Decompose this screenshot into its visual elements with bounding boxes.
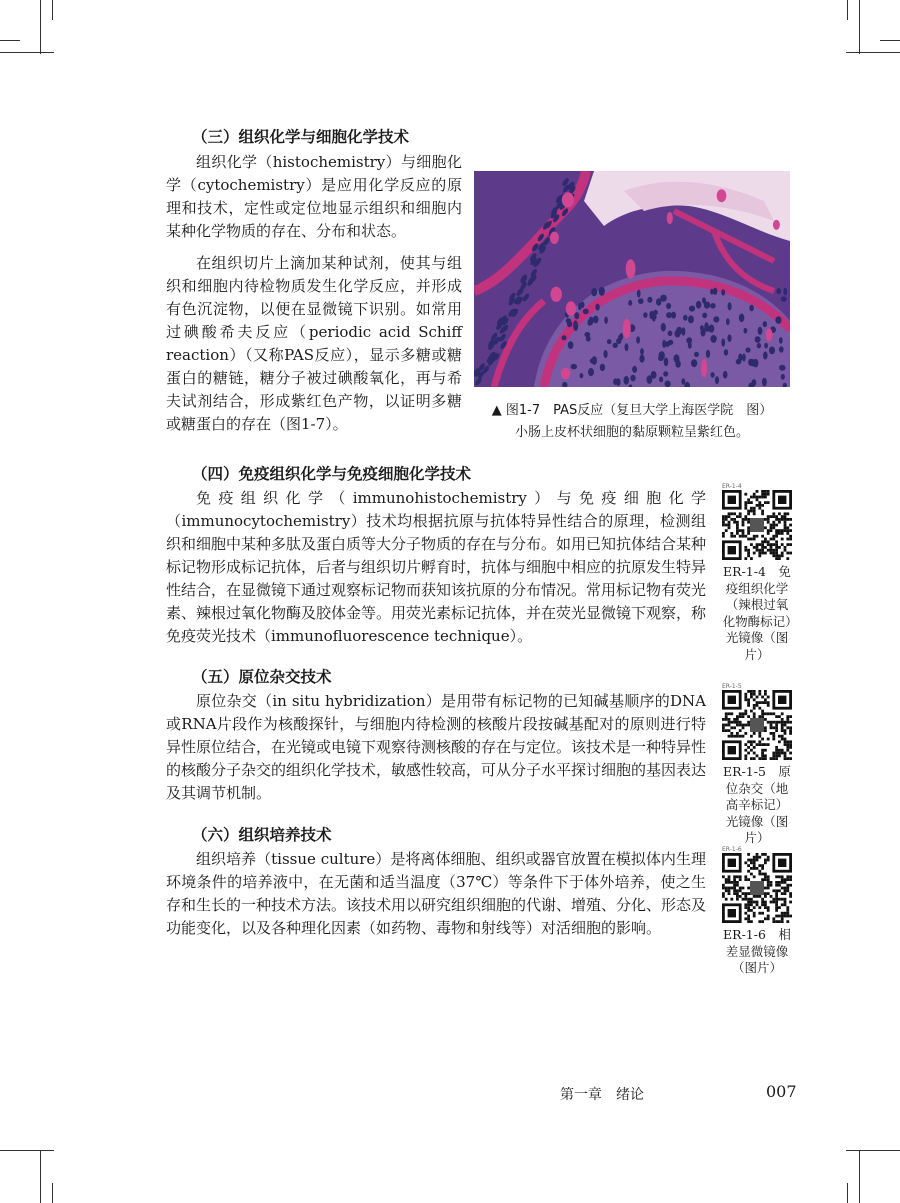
qr-card-er-1-5[interactable]	[722, 683, 792, 847]
section-heading-histochemistry: （三）组织化学与细胞化学技术	[192, 127, 410, 146]
section-heading-immunohistochemistry: （四）免疫组织化学与免疫细胞化学技术	[192, 464, 472, 483]
qr-code-icon[interactable]	[722, 846, 792, 923]
qr-code-graphic	[722, 490, 792, 560]
figure-caption-title: ▲ 图1-7 PAS反应（复旦大学上海医学院 图）	[491, 403, 773, 418]
qr-caption: ER-1-4 免疫组织化学（辣根过氧化物酶标记）光镜像（图片）	[722, 564, 792, 662]
qr-caption: ER-1-5 原位杂交（地高辛标记）光镜像（图片）	[723, 764, 791, 845]
qr-card-er-1-4[interactable]	[722, 483, 792, 663]
paragraph-tissue-culture: 组织培养（tissue culture）是将离体细胞、组织或器官放置在模拟体内生理环境条件的培养液中，在无菌和适当温度（37℃）等条件下于体外培养，使之生存和生长的一种技术方法。该技术用以研究组织细胞的代谢、增殖、分化、形态及功能变化，以及各种理化因素（如药物、毒物和射线等）对活细胞的影响。	[166, 850, 707, 937]
section-heading-tissue-culture: （六）组织培养技术	[192, 825, 332, 844]
qr-caption: ER-1-6 相差显微镜像（图片）	[723, 927, 791, 975]
qr-tag: ER-1-5	[722, 683, 742, 690]
qr-code-graphic	[722, 853, 792, 923]
micrograph-image	[474, 171, 790, 387]
figure-caption	[474, 400, 790, 444]
section-heading-in-situ-hybridization: （五）原位杂交技术	[192, 667, 332, 686]
qr-tag: ER-1-6	[722, 846, 742, 853]
paragraph-in-situ-hybridization: 原位杂交（in situ hybridization）是用带有标记物的已知碱基顺序的DNA或RNA片段作为核酸探针，与细胞内待检测的核酸片段按碱基配对的原则进行特异性原位结合，在光镜或电镜下观察待测核酸的存在与定位。该技术是一种特异性的核酸分子杂交的组织化学技术，敏感性较高，可从分子水平探讨细胞的基因表达及其调节机制。	[166, 692, 707, 802]
paragraph-histochemistry-definition: 组织化学（histochemistry）与细胞化学（cytochemistry）是应用化学反应的原理和技术，定性或定位地显示组织和细胞内某种化学物质的存在、分布和状态。	[166, 153, 462, 240]
qr-code-graphic	[722, 690, 792, 760]
qr-tag: ER-1-4	[722, 483, 742, 490]
paragraph-immunohistochemistry: 免疫组织化学（immunohistochemistry）与免疫细胞化学（immunocytochemistry）技术均根据抗原与抗体特异性结合的原理，检测组织和细胞中某种多肽及蛋白质等大分子物质的存在与分布。如用已知抗体结合某种标记物形成标记抗体，后者与组织切片孵育时，抗体与细胞中相应的抗原发生特异性结合，在显微镜下通过观察标记物而获知该抗原的分布情况。常用标记物有荧光素、辣根过氧化物酶及胶体金等。用荧光素标记抗体，并在荧光显微镜下观察，称免疫荧光技术（immunofluorescence technique）。	[166, 489, 707, 645]
figure-pas-micrograph	[474, 171, 790, 387]
qr-code-icon[interactable]	[722, 483, 792, 560]
running-footer-chapter: 第一章 绪论	[560, 1087, 644, 1103]
page-number: 007	[766, 1082, 797, 1101]
qr-code-icon[interactable]	[722, 683, 792, 760]
qr-card-er-1-6[interactable]	[722, 846, 792, 977]
paragraph-pas-reaction: 在组织切片上滴加某种试剂，使其与组织和细胞内待检物质发生化学反应，并形成有色沉淀物，以便在显微镜下识别。如常用过碘酸希夫反应（periodic acid Schiff reaction）（又称PAS反应），显示多糖或糖蛋白的糖链，糖分子被过碘酸氧化，再与希夫试剂结合，形成紫红色产物，以证明多糖或糖蛋白的存在（图1-7）。	[166, 254, 462, 433]
figure-caption-description: 小肠上皮杯状细胞的黏原颗粒呈紫红色。	[514, 425, 749, 440]
